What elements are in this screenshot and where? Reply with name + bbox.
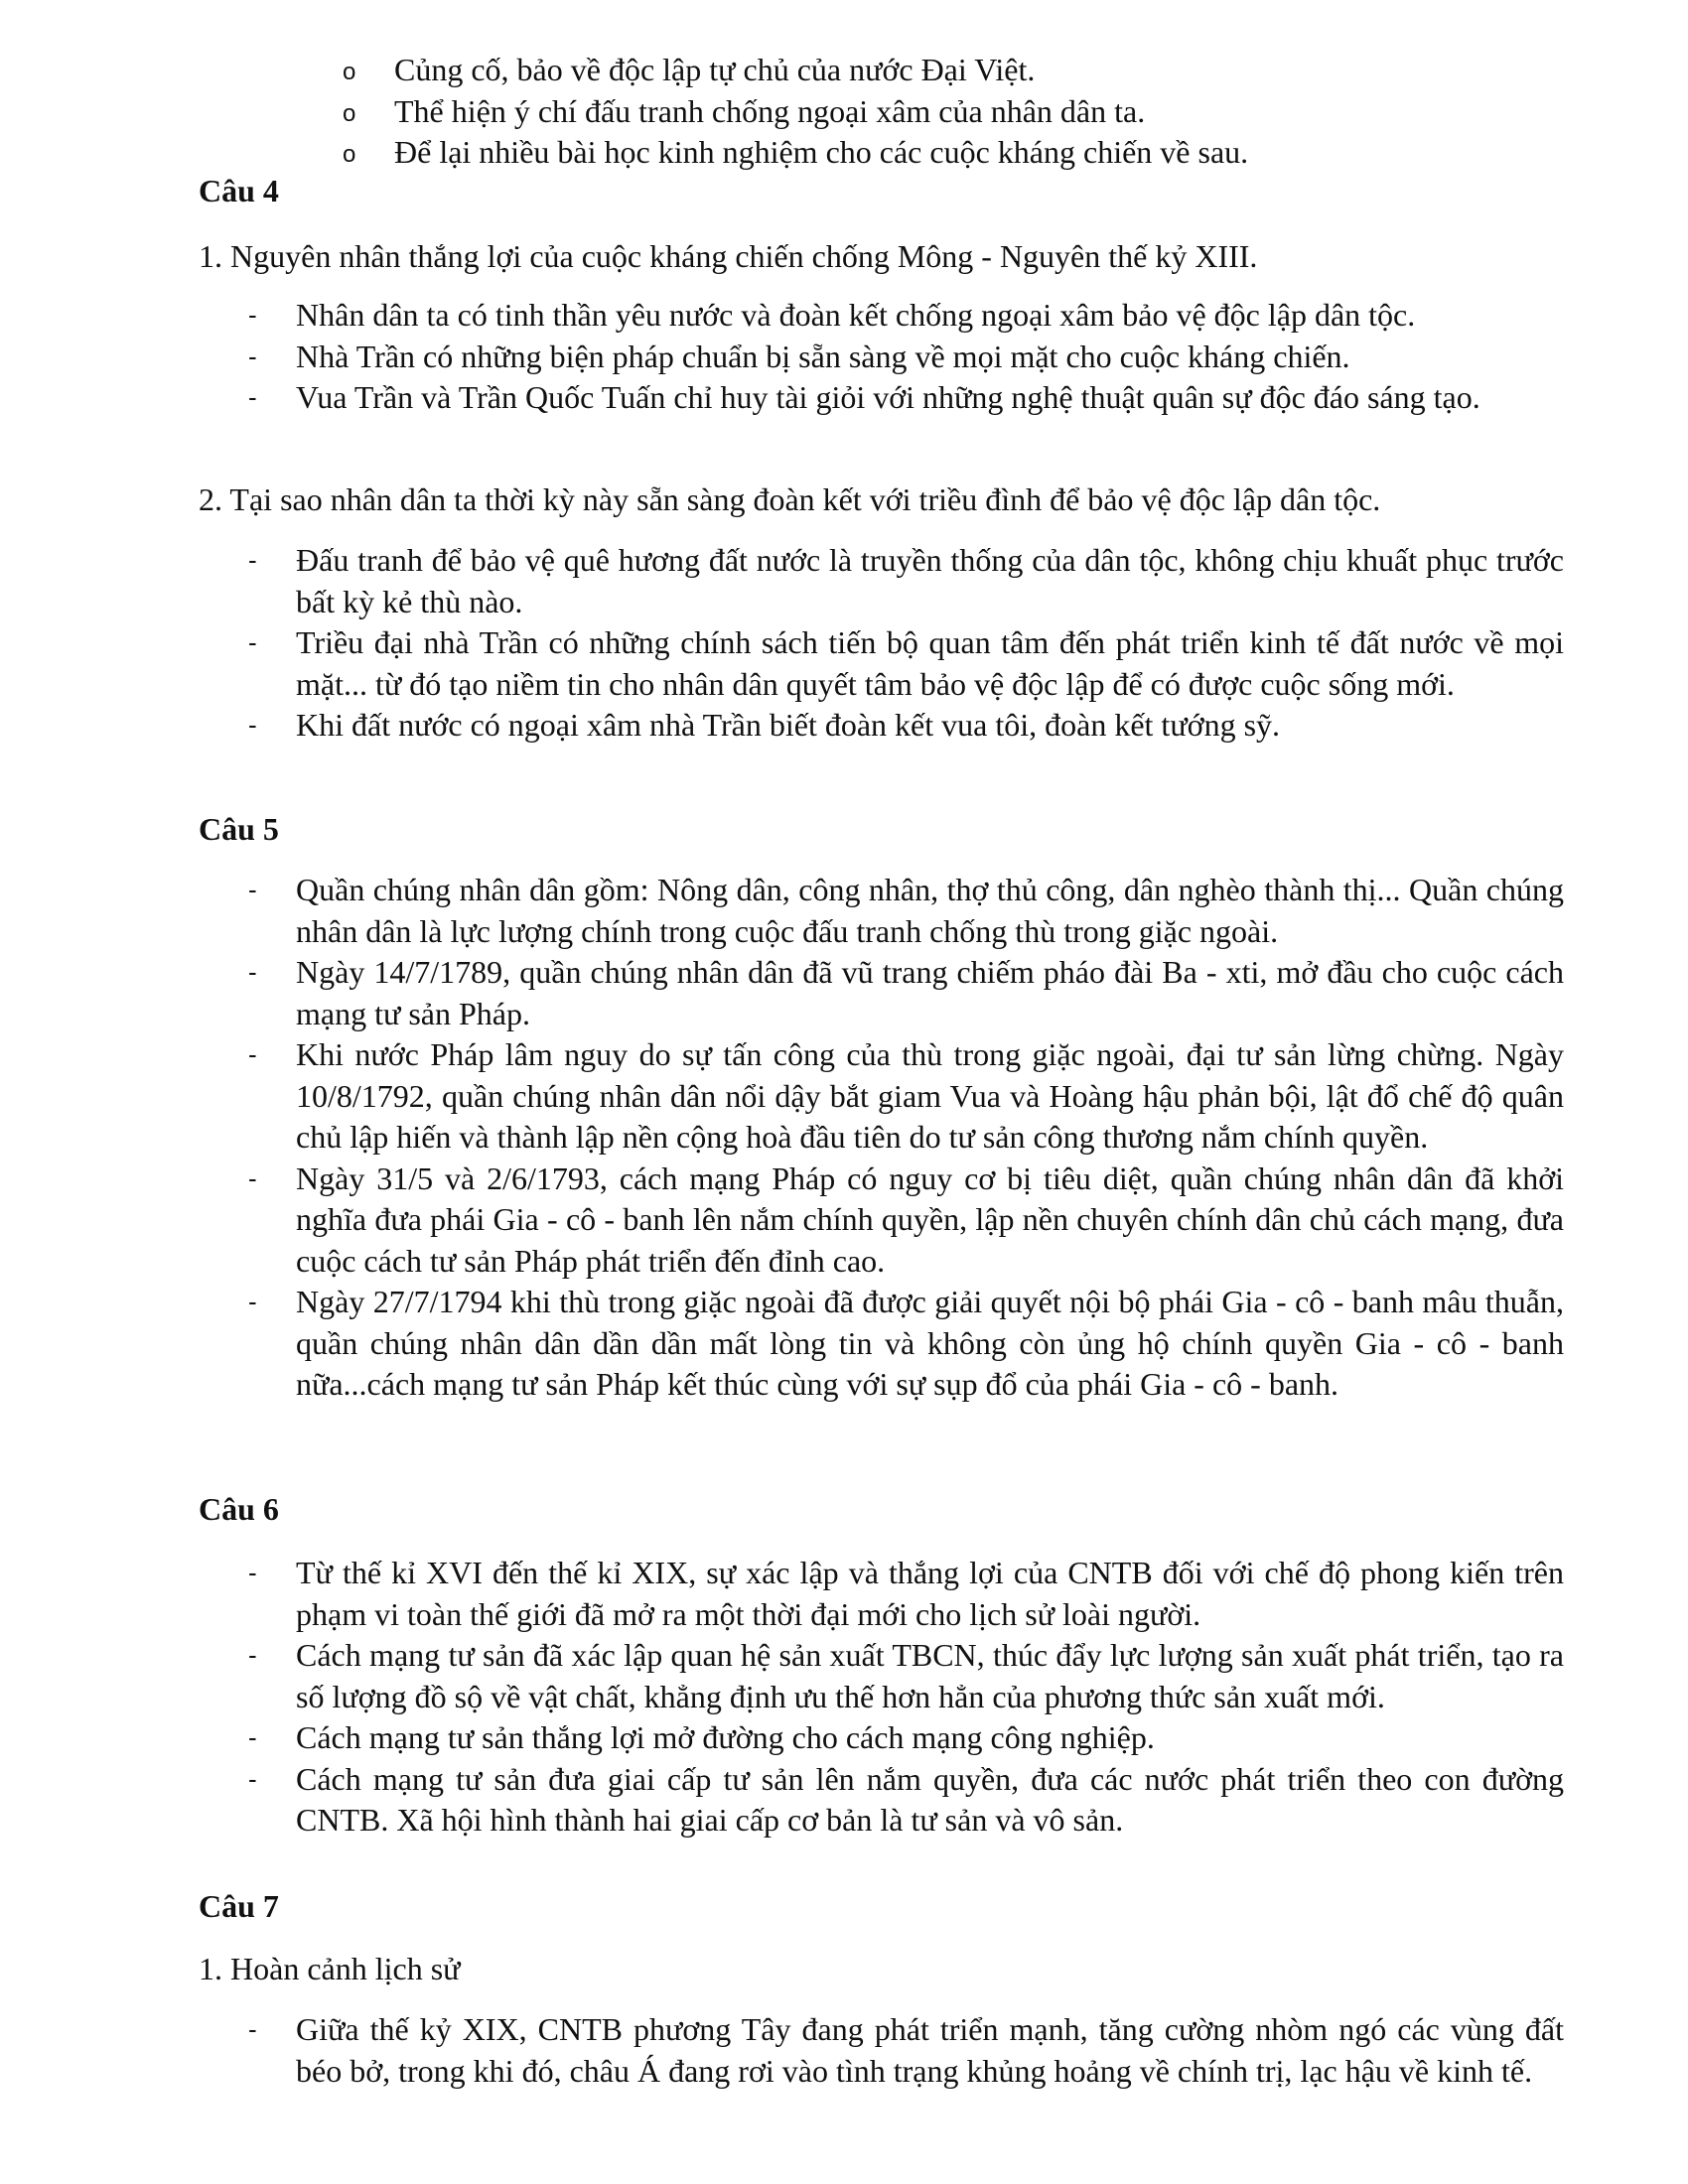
list-item: - Nhân dân ta có tinh thần yêu nước và đoàn kết chống ngoại xâm bảo vệ độc lập dân tộc.: [248, 295, 1564, 337]
list-item: - Ngày 27/7/1794 khi thù trong giặc ngoài đã được giải quyết nội bộ phái Gia - cô - banh mâu thuẫn, quần chúng nhân dân dần dần mất lòng tin và không còn ủng hộ chính quyền Gia - cô - banh nữa...cách mạng tư sản Pháp kết thúc cùng với sự sụp đổ của phái Gia - cô - banh.: [248, 1282, 1564, 1406]
cau7-heading: Câu 7: [199, 1888, 279, 1924]
list-item: - Giữa thế kỷ XIX, CNTB phương Tây đang phát triển mạnh, tăng cường nhòm ngó các vùng đất béo bở, trong khi đó, châu Á đang rơi vào tình trạng khủng hoảng về chính trị, lạc hậu về kinh tế.: [248, 2009, 1564, 2092]
top-bullet-list: [343, 50, 1534, 174]
list-item: - Cách mạng tư sản đưa giai cấp tư sản lên nắm quyền, đưa các nước phát triển theo con đường CNTB. Xã hội hình thành hai giai cấp cơ bản là tư sản và vô sản.: [248, 1759, 1564, 1842]
cau4-question-2: 2. Tại sao nhân dân ta thời kỳ này sẵn sàng đoàn kết với triều đình để bảo vệ độc lập dân tộc.: [199, 481, 1381, 517]
cau6-list: [248, 1553, 1564, 1842]
list-item: o Thể hiện ý chí đấu tranh chống ngoại xâm của nhân dân ta.: [343, 91, 1534, 133]
list-item: - Vua Trần và Trần Quốc Tuấn chỉ huy tài giỏi với những nghệ thuật quân sự độc đáo sáng tạo.: [248, 377, 1564, 419]
cau5-list: [248, 870, 1564, 1406]
list-item: - Quần chúng nhân dân gồm: Nông dân, công nhân, thợ thủ công, dân nghèo thành thị... Quần chúng nhân dân là lực lượng chính trong cuộc đấu tranh chống thù trong giặc ngoài.: [248, 870, 1564, 952]
list-item: - Triều đại nhà Trần có những chính sách tiến bộ quan tâm đến phát triển kinh tế đất nước về mọi mặt... từ đó tạo niềm tin cho nhân dân quyết tâm bảo vệ độc lập để có được cuộc sống mới.: [248, 622, 1564, 705]
cau4-question-1: 1. Nguyên nhân thắng lợi của cuộc kháng chiến chống Mông - Nguyên thế kỷ XIII.: [199, 238, 1258, 274]
cau4-q2-list: [248, 540, 1564, 747]
list-item: - Ngày 14/7/1789, quần chúng nhân dân đã vũ trang chiếm pháo đài Ba - xti, mở đầu cho cuộc cách mạng tư sản Pháp.: [248, 952, 1564, 1034]
list-item: - Khi nước Pháp lâm nguy do sự tấn công của thù trong giặc ngoài, đại tư sản lừng chừng. Ngày 10/8/1792, quần chúng nhân dân nổi dậy bắt giam Vua và Hoàng hậu phản bội, lật đổ chế độ quân chủ lập hiến và thành lập nền cộng hoà đầu tiên do tư sản công thương nắm chính quyền.: [248, 1034, 1564, 1159]
cau5-heading: Câu 5: [199, 811, 279, 847]
list-item: - Cách mạng tư sản đã xác lập quan hệ sản xuất TBCN, thúc đẩy lực lượng sản xuất phát triển, tạo ra số lượng đồ sộ về vật chất, khẳng định ưu thế hơn hẳn của phương thức sản xuất mới.: [248, 1635, 1564, 1717]
cau4-heading: Câu 4: [199, 173, 279, 208]
list-item: - Từ thế kỉ XVI đến thế kỉ XIX, sự xác lập và thắng lợi của CNTB đối với chế độ phong kiến trên phạm vi toàn thế giới đã mở ra một thời đại mới cho lịch sử loài người.: [248, 1553, 1564, 1635]
list-item: - Nhà Trần có những biện pháp chuẩn bị sẵn sàng về mọi mặt cho cuộc kháng chiến.: [248, 337, 1564, 378]
list-item: - Ngày 31/5 và 2/6/1793, cách mạng Pháp có nguy cơ bị tiêu diệt, quần chúng nhân dân đã khởi nghĩa đưa phái Gia - cô - banh lên nắm chính quyền, lập nền chuyên chính dân chủ cách mạng, đưa cuộc cách tư sản Pháp phát triển đến đỉnh cao.: [248, 1159, 1564, 1283]
cau6-heading: Câu 6: [199, 1491, 279, 1527]
cau7-question-1: 1. Hoàn cảnh lịch sử: [199, 1951, 461, 1986]
cau7-list: [248, 2009, 1564, 2092]
cau4-q1-list: [248, 295, 1564, 419]
list-item: o Củng cố, bảo về độc lập tự chủ của nước Đại Việt.: [343, 50, 1534, 91]
list-item: - Khi đất nước có ngoại xâm nhà Trần biết đoàn kết vua tôi, đoàn kết tướng sỹ.: [248, 705, 1564, 747]
list-item: - Cách mạng tư sản thắng lợi mở đường cho cách mạng công nghiệp.: [248, 1717, 1564, 1759]
list-item: o Để lại nhiều bài học kinh nghiệm cho các cuộc kháng chiến về sau.: [343, 132, 1534, 174]
list-item: - Đấu tranh để bảo vệ quê hương đất nước là truyền thống của dân tộc, không chịu khuất phục trước bất kỳ kẻ thù nào.: [248, 540, 1564, 622]
